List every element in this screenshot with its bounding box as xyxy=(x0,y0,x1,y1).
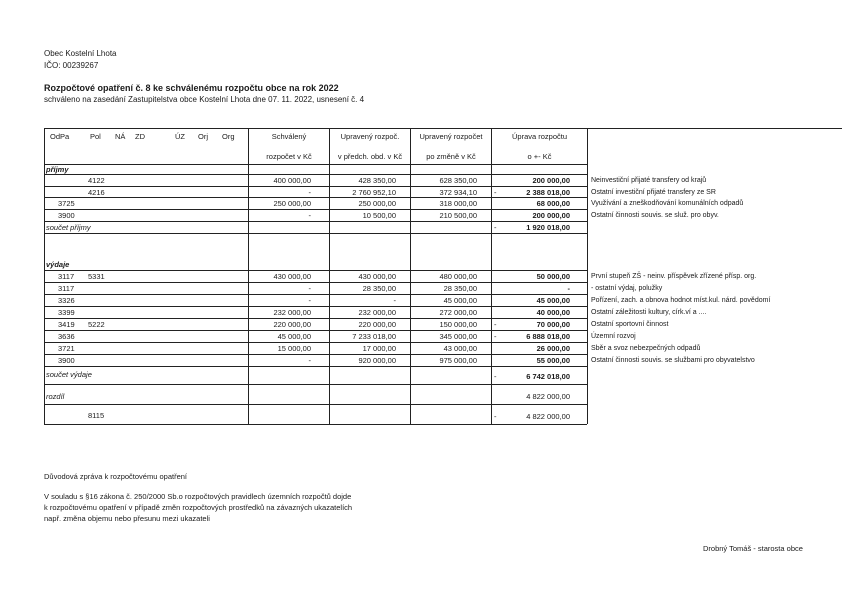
col-upraveny: Upravený rozpoč. xyxy=(340,132,400,141)
section-prijmy: příjmy xyxy=(46,165,69,174)
row-odpa: 3117 xyxy=(58,284,75,293)
row-po-zmene: 150 000,00 xyxy=(439,320,477,329)
row-schvaleny: - xyxy=(308,296,311,305)
row-odpa: 3725 xyxy=(58,199,75,209)
row-uprava: 200 000,00 xyxy=(532,176,570,185)
row-schvaleny: - xyxy=(308,211,311,221)
row-upraveny: 428 350,00 xyxy=(358,176,396,185)
row-uprava: 68 000,00 xyxy=(536,199,570,209)
organization-ico: IČO: 00239267 xyxy=(44,61,99,70)
row-description: Ostatní činnosti souvis. se služ. pro obyv. xyxy=(591,212,719,220)
section-vydaje: výdaje xyxy=(46,260,70,269)
rozdil-value: 4 822 000,00 xyxy=(526,392,570,401)
row-uprava: - xyxy=(567,284,570,293)
row-odpa: 3326 xyxy=(58,296,75,305)
row-po-zmene: 210 500,00 xyxy=(439,211,477,221)
row-line xyxy=(44,174,587,175)
row-po-zmene: 628 350,00 xyxy=(439,176,477,185)
row-po-zmene: 975 000,00 xyxy=(439,356,477,365)
row-line xyxy=(44,197,587,198)
row-odpa: 3399 xyxy=(58,308,75,317)
col-odpa: OdPa xyxy=(50,132,70,141)
row-line xyxy=(44,366,587,367)
row-po-zmene: 43 000,00 xyxy=(443,344,477,353)
section-soucet-vydaje: součet výdaje xyxy=(46,370,92,379)
row-line xyxy=(44,233,587,234)
col-schvaleny: Schválený xyxy=(271,132,307,141)
col-uprava-unit: o +- Kč xyxy=(527,152,552,161)
row-po-zmene: 28 350,00 xyxy=(443,284,477,293)
row-po-zmene: 480 000,00 xyxy=(439,272,477,281)
row-pol: 4216 xyxy=(88,187,105,197)
row-line xyxy=(44,270,587,271)
row-line xyxy=(44,330,587,331)
col-line xyxy=(587,128,588,424)
col-line xyxy=(44,128,45,424)
row-po-zmene: 45 000,00 xyxy=(443,296,477,305)
row-odpa: 3419 xyxy=(58,320,75,329)
row-schvaleny: - xyxy=(308,187,311,197)
row-line xyxy=(44,318,587,319)
row-description: - ostatní výdaj, polužky xyxy=(591,285,663,292)
row-description: Ostatní záležitosti kultury, círk.ví a .... xyxy=(591,309,707,316)
row-uprava: 55 000,00 xyxy=(536,356,570,365)
row-description: Územní rozvoj xyxy=(591,333,636,340)
row-odpa: 3900 xyxy=(58,211,75,221)
row-po-zmene: 372 934,10 xyxy=(439,187,477,197)
row-description: Ostatní investiční přijaté transfery ze SR xyxy=(591,188,716,196)
row-upraveny: 17 000,00 xyxy=(362,344,396,353)
row-description: Ostatní činnosti souvis. se službami pro obyvatelstvo xyxy=(591,357,755,364)
table-top-border xyxy=(44,128,842,129)
col-pol: Pol xyxy=(90,132,101,141)
row-line xyxy=(44,342,587,343)
row-sign: - xyxy=(494,332,497,341)
col-zd: ZD xyxy=(135,132,145,141)
row-uprava: 26 000,00 xyxy=(536,344,570,353)
col-po-zmene-unit: po změně v Kč xyxy=(426,152,476,161)
soucet-vydaje-value: 6 742 018,00 xyxy=(526,372,570,381)
row-schvaleny: 15 000,00 xyxy=(277,344,311,353)
row-description: Ostatní sportovní činnost xyxy=(591,321,669,328)
row-upraveny: 2 760 952,10 xyxy=(352,187,396,197)
soucet-vydaje-sign: - xyxy=(494,372,497,381)
col-po-zmene: Upravený rozpočet xyxy=(419,132,483,141)
col-na: NÁ xyxy=(115,132,126,141)
row-description: Sběr a svoz nebezpečných odpadů xyxy=(591,345,701,352)
section-rozdil: rozdíl xyxy=(46,392,65,401)
row-schvaleny: 250 000,00 xyxy=(273,199,311,209)
row-uprava: 45 000,00 xyxy=(536,296,570,305)
financovani-sign: - xyxy=(494,412,497,421)
row-line xyxy=(44,209,587,210)
col-upraveny-unit: v předch. obd. v Kč xyxy=(337,152,403,161)
row-schvaleny: - xyxy=(308,284,311,293)
signature: Drobný Tomáš - starosta obce xyxy=(703,544,803,553)
row-upraveny: 10 500,00 xyxy=(362,211,396,221)
soucet-prijmy-sign: - xyxy=(494,223,497,232)
footer-heading: Důvodová zpráva k rozpočtovému opatření xyxy=(44,472,187,481)
row-schvaleny: 430 000,00 xyxy=(273,272,311,281)
row-upraveny: 232 000,00 xyxy=(358,308,396,317)
col-org: Org xyxy=(222,132,235,141)
row-odpa: 3900 xyxy=(58,356,75,365)
col-schvaleny-unit: rozpočet v Kč xyxy=(266,152,312,161)
col-orj: Orj xyxy=(198,132,208,141)
row-uprava: 50 000,00 xyxy=(536,272,570,281)
row-upraveny: - xyxy=(393,296,396,305)
organization-name: Obec Kostelní Lhota xyxy=(44,49,117,58)
row-upraveny: 250 000,00 xyxy=(358,199,396,209)
section-soucet-prijmy: součet příjmy xyxy=(46,223,91,232)
footer-line-3: např. změna objemu nebo přesunu mezi ukazateli xyxy=(44,514,210,523)
row-line xyxy=(44,294,587,295)
row-uprava: 200 000,00 xyxy=(532,211,570,221)
row-upraveny: 920 000,00 xyxy=(358,356,396,365)
row-line xyxy=(44,354,587,355)
row-odpa: 3117 xyxy=(58,272,75,281)
row-odpa: 3636 xyxy=(58,332,75,341)
row-upraveny: 28 350,00 xyxy=(362,284,396,293)
row-upraveny: 220 000,00 xyxy=(358,320,396,329)
row-upraveny: 430 000,00 xyxy=(358,272,396,281)
col-uz: ÚZ xyxy=(175,132,185,141)
row-odpa: 3721 xyxy=(58,344,75,353)
row-uprava: 6 888 018,00 xyxy=(526,332,570,341)
row-schvaleny: - xyxy=(308,356,311,365)
row-po-zmene: 318 000,00 xyxy=(439,199,477,209)
row-schvaleny: 220 000,00 xyxy=(273,320,311,329)
header-bottom-border xyxy=(44,164,587,165)
row-pol: 5331 xyxy=(88,272,105,281)
row-description: Neinvestiční přijaté transfery od krajů xyxy=(591,177,707,184)
row-uprava: 40 000,00 xyxy=(536,308,570,317)
financovani-value: 4 822 000,00 xyxy=(526,412,570,421)
footer-line-1: V souladu s §16 zákona č. 250/2000 Sb.o rozpočtových pravidlech územních rozpočtů dojde xyxy=(44,492,352,501)
row-description: Využívání a zneškodňování komunálních odpadů xyxy=(591,200,744,208)
table-bottom-border xyxy=(44,424,587,425)
row-uprava: 2 388 018,00 xyxy=(526,187,570,197)
row-po-zmene: 345 000,00 xyxy=(439,332,477,341)
row-schvaleny: 45 000,00 xyxy=(277,332,311,341)
financovani-pol: 8115 xyxy=(88,411,105,420)
approval-note: schváleno na zasedání Zastupitelstva obce Kostelní Lhota dne 07. 11. 2022, usnesení č. 4 xyxy=(44,95,365,104)
row-description: První stupeň ZŠ - neinv. příspěvek zřízené přísp. org. xyxy=(591,273,757,280)
row-schvaleny: 400 000,00 xyxy=(273,176,311,185)
col-uprava: Úprava rozpočtu xyxy=(511,132,568,141)
row-line xyxy=(44,221,587,222)
row-sign: - xyxy=(494,187,497,197)
row-po-zmene: 272 000,00 xyxy=(439,308,477,317)
row-upraveny: 7 233 018,00 xyxy=(352,332,396,341)
soucet-prijmy-value: 1 920 018,00 xyxy=(526,223,570,232)
footer-line-2: k rozpočtovému opatření v případě změn rozpočtových prostředků na závazných ukazatelích xyxy=(44,503,353,512)
row-sign: - xyxy=(494,320,497,329)
document-title: Rozpočtové opatření č. 8 ke schválenému rozpočtu obce na rok 2022 xyxy=(44,83,339,93)
row-schvaleny: 232 000,00 xyxy=(273,308,311,317)
row-description: Pořízení, zach. a obnova hodnot míst.kul. nárd. povědomí xyxy=(591,297,771,304)
row-line xyxy=(44,306,587,307)
row-line xyxy=(44,404,587,405)
row-uprava: 70 000,00 xyxy=(536,320,570,329)
row-line xyxy=(44,384,587,385)
row-line xyxy=(44,282,587,283)
row-pol: 4122 xyxy=(88,176,105,185)
row-pol: 5222 xyxy=(88,320,105,329)
